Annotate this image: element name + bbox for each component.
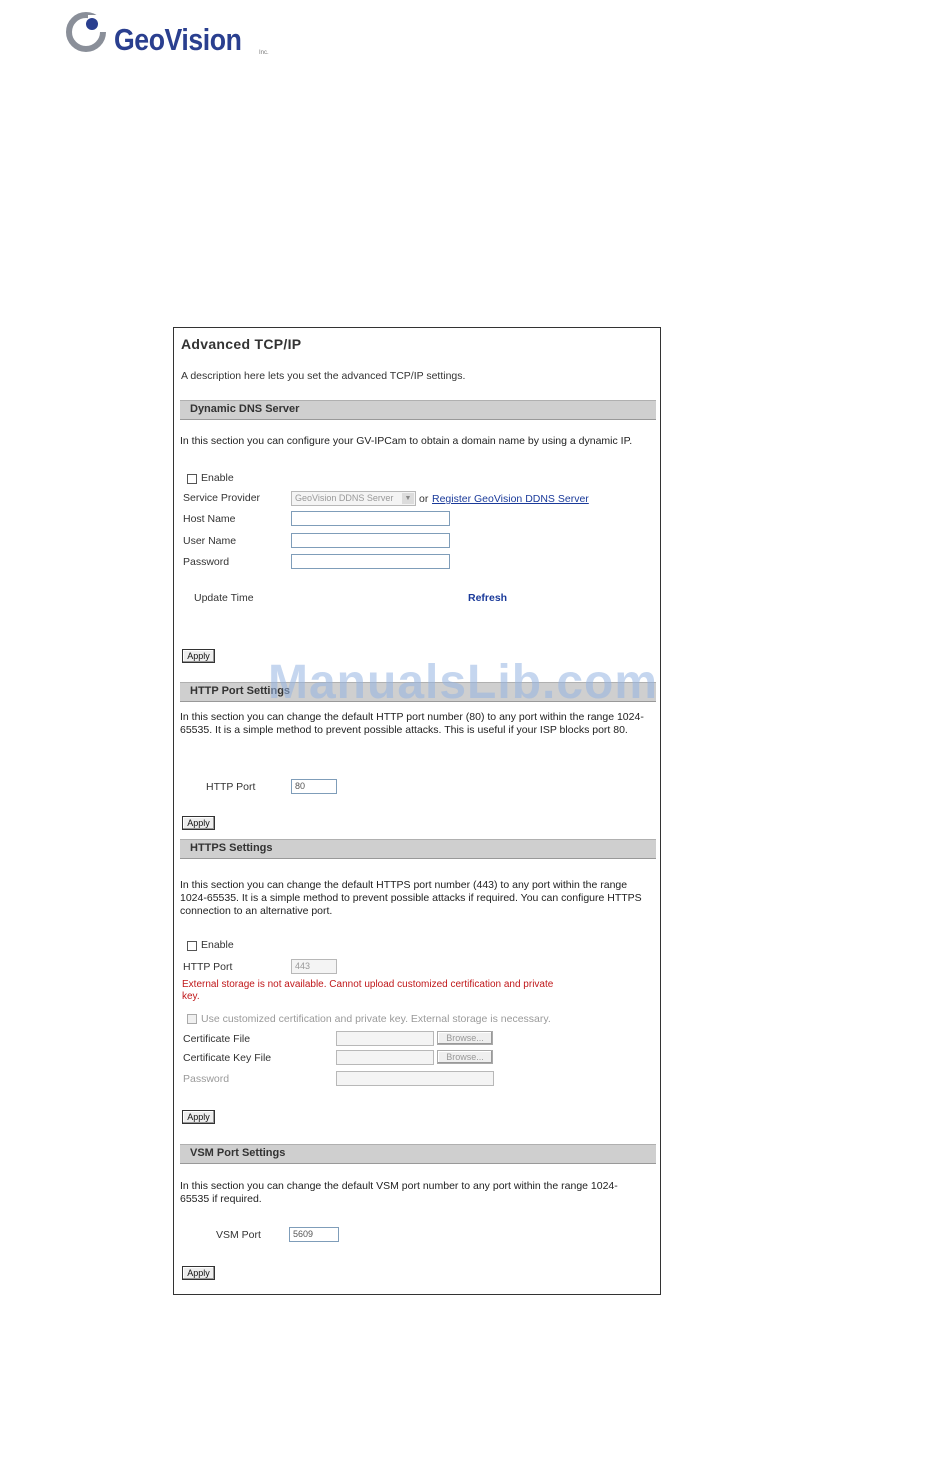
vsm-section-title: VSM Port Settings bbox=[190, 1147, 286, 1159]
ddns-section-title: Dynamic DNS Server bbox=[190, 403, 300, 415]
vsm-apply-button[interactable]: Apply bbox=[182, 1266, 215, 1280]
service-provider-select[interactable] bbox=[291, 491, 416, 506]
ddns-description: In this section you can configure your GV-IPCam to obtain a domain name by using a dynamic IP. bbox=[180, 435, 633, 447]
ddns-password-input[interactable] bbox=[291, 554, 450, 569]
watermark: ManualsLib.com bbox=[268, 656, 659, 709]
user-name-label: User Name bbox=[183, 535, 237, 547]
ddns-enable-checkbox[interactable] bbox=[187, 474, 197, 484]
https-password-label: Password bbox=[183, 1073, 230, 1085]
or-text: or bbox=[419, 493, 429, 505]
brand-suffix: Inc. bbox=[259, 50, 269, 56]
https-enable-label: Enable bbox=[201, 939, 234, 951]
certificate-key-browse-button[interactable]: Browse... bbox=[437, 1050, 493, 1064]
http-section-title: HTTP Port Settings bbox=[190, 685, 291, 697]
update-time-label: Update Time bbox=[194, 592, 254, 604]
ddns-apply-button[interactable]: Apply bbox=[182, 649, 215, 663]
use-custom-cert-checkbox[interactable] bbox=[187, 1014, 197, 1024]
certificate-file-label: Certificate File bbox=[183, 1033, 251, 1045]
https-password-input[interactable] bbox=[336, 1071, 494, 1086]
refresh-link[interactable]: Refresh bbox=[468, 592, 508, 604]
certificate-file-input[interactable] bbox=[336, 1031, 434, 1046]
register-ddns-link[interactable]: Register GeoVision DDNS Server bbox=[432, 493, 589, 505]
https-enable-checkbox[interactable] bbox=[187, 941, 197, 951]
host-name-input[interactable] bbox=[291, 511, 450, 526]
vsm-section-header bbox=[180, 1144, 656, 1164]
vsm-port-input[interactable]: 5609 bbox=[289, 1227, 339, 1242]
use-custom-cert-label: Use customized certification and private key. External storage is necessary. bbox=[201, 1013, 551, 1025]
certificate-file-browse-button[interactable]: Browse... bbox=[437, 1031, 493, 1045]
geovision-logo-icon bbox=[66, 12, 106, 52]
https-section-header bbox=[180, 839, 656, 859]
geovision-logo bbox=[66, 10, 276, 62]
http-port-label: HTTP Port bbox=[206, 781, 256, 793]
ddns-enable-label: Enable bbox=[201, 472, 234, 484]
certificate-key-label: Certificate Key File bbox=[183, 1052, 272, 1064]
https-port-label: HTTP Port bbox=[183, 961, 233, 973]
ddns-section-header bbox=[180, 400, 656, 420]
ddns-password-label: Password bbox=[183, 556, 230, 568]
http-description: In this section you can change the default HTTP port number (80) to any port within the range 1024-65535. It is a simple method to prevent possible attacks. This is useful if your ISP blocks port 80. bbox=[180, 711, 644, 736]
storage-warning: External storage is not available. Cannot upload customized certification and private key. bbox=[182, 979, 554, 1002]
chevron-down-icon: ▼ bbox=[402, 493, 414, 504]
user-name-input[interactable] bbox=[291, 533, 450, 548]
https-section-title: HTTPS Settings bbox=[190, 842, 273, 854]
vsm-port-label: VSM Port bbox=[216, 1229, 261, 1241]
host-name-label: Host Name bbox=[183, 513, 236, 525]
page-description: A description here lets you set the advanced TCP/IP settings. bbox=[181, 370, 466, 382]
advanced-tcpip-panel bbox=[173, 327, 661, 1295]
vsm-description: In this section you can change the default VSM port number to any port within the range 1024-65535 if required. bbox=[180, 1180, 618, 1205]
http-port-input[interactable]: 80 bbox=[291, 779, 337, 794]
brand-name: GeoVision bbox=[114, 22, 242, 57]
http-apply-button[interactable]: Apply bbox=[182, 816, 215, 830]
service-provider-label: Service Provider bbox=[183, 492, 261, 504]
https-description: In this section you can change the default HTTPS port number (443) to any port within the range 1024-65535. It is a simple method to prevent possible attacks if required. You can configure HTTPS connection to an alternative port. bbox=[180, 879, 642, 917]
page-title: Advanced TCP/IP bbox=[181, 336, 302, 352]
service-provider-value: GeoVision DDNS Server bbox=[295, 493, 394, 503]
certificate-key-input[interactable] bbox=[336, 1050, 434, 1065]
https-port-input[interactable]: 443 bbox=[291, 959, 337, 974]
https-apply-button[interactable]: Apply bbox=[182, 1110, 215, 1124]
